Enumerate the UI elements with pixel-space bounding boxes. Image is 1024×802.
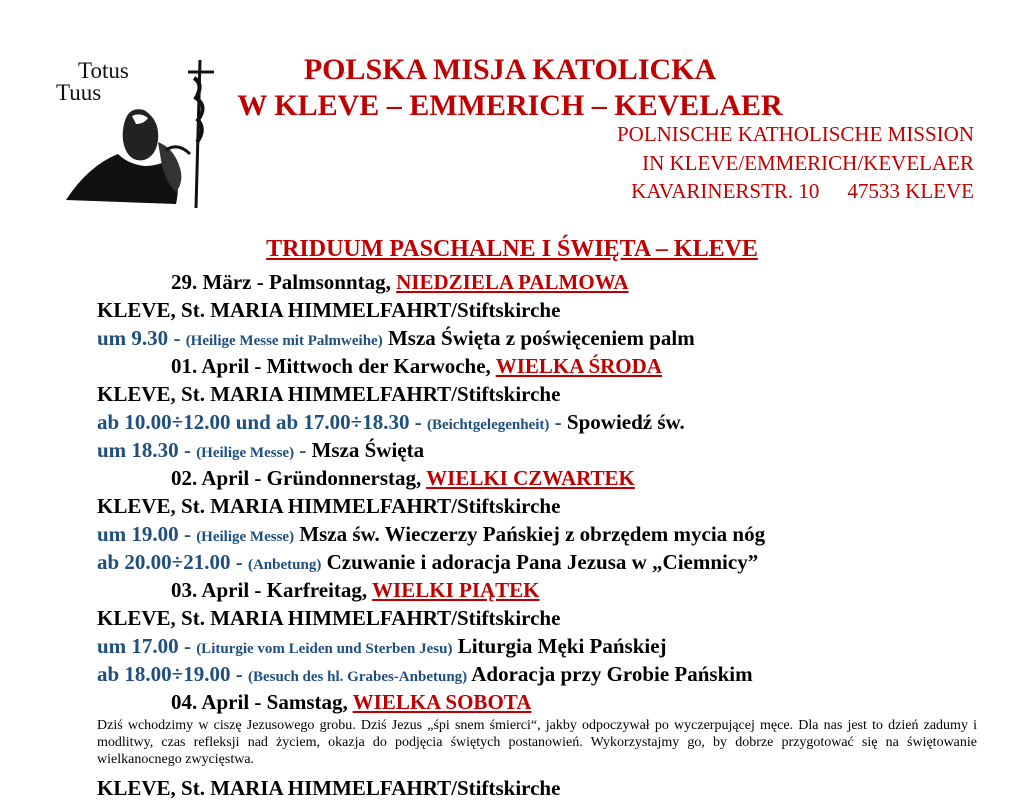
event-separator: - [168,326,186,350]
day-date-de: 04. April - Samstag, [171,690,348,714]
day-date-row [97,464,997,492]
header-address [414,181,974,202]
day-date-de: 03. April - Karfreitag, [171,578,368,602]
event-desc-pl: Czuwanie i adoracja Pana Jezusa w „Ciemnicy” [326,550,759,574]
day-date-de: 01. April - Mittwoch der Karwoche, [171,354,491,378]
day-date-de: 02. April - Gründonnerstag, [171,466,422,490]
event-time: ab 20.00÷21.00 [97,550,231,574]
event-desc-pl: Liturgia Męki Pańskiej [457,634,667,658]
event-time: um 9.30 [97,326,169,350]
event-desc-pl: Msza św. Wieczerzy Pańskiej z obrzędem mycia nóg [299,522,766,546]
event-time: ab 10.00÷12.00 und ab 17.00÷18.30 [97,410,410,434]
praying-pope-icon [48,50,223,210]
logo-text-totus: Totus [78,58,129,83]
event-row [97,632,997,660]
event-desc-de: (Heilige Messe) [196,529,295,545]
day-date-row [97,352,997,380]
event-desc-de: (Beichtgelegenheit) [426,417,550,433]
day-date-pl: WIELKA SOBOTA [352,690,532,714]
header-de-line2: IN KLEVE/EMMERICH/KEVELAER [642,151,974,175]
schedule [97,268,997,802]
event-separator: - [409,410,427,434]
page-heading [0,236,1024,263]
event-row [97,660,997,688]
day-date-de: 29. März - Palmsonntag, [171,270,391,294]
event-desc-de: (Liturgie vom Leiden und Sterben Jesu) [196,641,453,657]
event-desc-de: (Anbetung) [247,557,322,573]
event-separator: - [178,522,197,546]
event-separator: - [230,662,248,686]
event-desc-pl: Msza Święta [311,438,425,462]
day-date-row [97,688,997,716]
location-row: KLEVE, St. MARIA HIMMELFAHRT/Stiftskirche [97,776,561,800]
event-row [97,520,997,548]
event-desc-de: (Besuch des hl. Grabes-Anbetung) [247,669,468,685]
event-desc-pl: Adoracja przy Grobie Pańskim [471,662,753,686]
event-separator: - [178,634,197,658]
event-row [97,436,997,464]
event-desc-pl: Spowiedź św. [566,410,685,434]
day-date-pl: WIELKI CZWARTEK [426,466,635,490]
event-time: um 17.00 [97,634,179,658]
location-row: KLEVE, St. MARIA HIMMELFAHRT/Stiftskirche [97,298,561,322]
event-separator-2: - [294,438,312,462]
day-date-pl: WIELKI PIĄTEK [372,578,540,602]
location-row: KLEVE, St. MARIA HIMMELFAHRT/Stiftskirche [97,606,561,630]
event-time: um 18.30 [97,438,179,462]
header-postal-city: 47533 KLEVE [847,179,974,203]
logo-text-tuus: Tuus [56,80,102,105]
event-time: ab 18.00÷19.00 [97,662,231,686]
event-separator-2: - [549,410,567,434]
day-note: Dziś wchodzimy w ciszę Jezusowego grobu. Dziś Jezus „śpi snem śmierci“, jakby odpoczywał po wyczerpującej męce. Dla nas jest to dzień zadumy i modlitwy, czas refleksji nad życiem, okazja do podjęcia świętych postanowień. Wykorzystajmy go, by dobrze przygotować się na świętowanie wielkanocnego zwycięstwa. [97,718,977,767]
totus-tuus-logo [48,50,223,210]
event-desc-de: (Heilige Messe) [196,445,295,461]
day-date-row [97,268,997,296]
day-date-pl: NIEDZIELA PALMOWA [396,270,629,294]
header-de-line1: POLNISCHE KATHOLISCHE MISSION [616,122,974,146]
event-desc-pl: Msza Święta z poświęceniem palm [387,326,695,350]
event-time: um 19.00 [97,522,179,546]
header-street: KAVARINERSTR. 10 [631,179,820,203]
location-row: KLEVE, St. MARIA HIMMELFAHRT/Stiftskirche [97,494,561,518]
location-row: KLEVE, St. MARIA HIMMELFAHRT/Stiftskirche [97,382,561,406]
event-desc-de: (Heilige Messe mit Palmweihe) [185,333,383,349]
day-date-row [97,576,997,604]
event-row [97,548,997,576]
event-separator: - [230,550,248,574]
event-separator: - [178,438,197,462]
page-heading-text: TRIDUUM PASCHALNE I ŚWIĘTA – KLEVE [266,236,758,262]
header-title-line1: POLSKA MISJA KATOLICKA [303,53,717,86]
day-date-pl: WIELKA ŚRODA [495,354,662,378]
event-row [97,408,997,436]
event-row [97,324,997,352]
header-title-line2: W KLEVE – EMMERICH – KEVELAER [237,89,783,122]
